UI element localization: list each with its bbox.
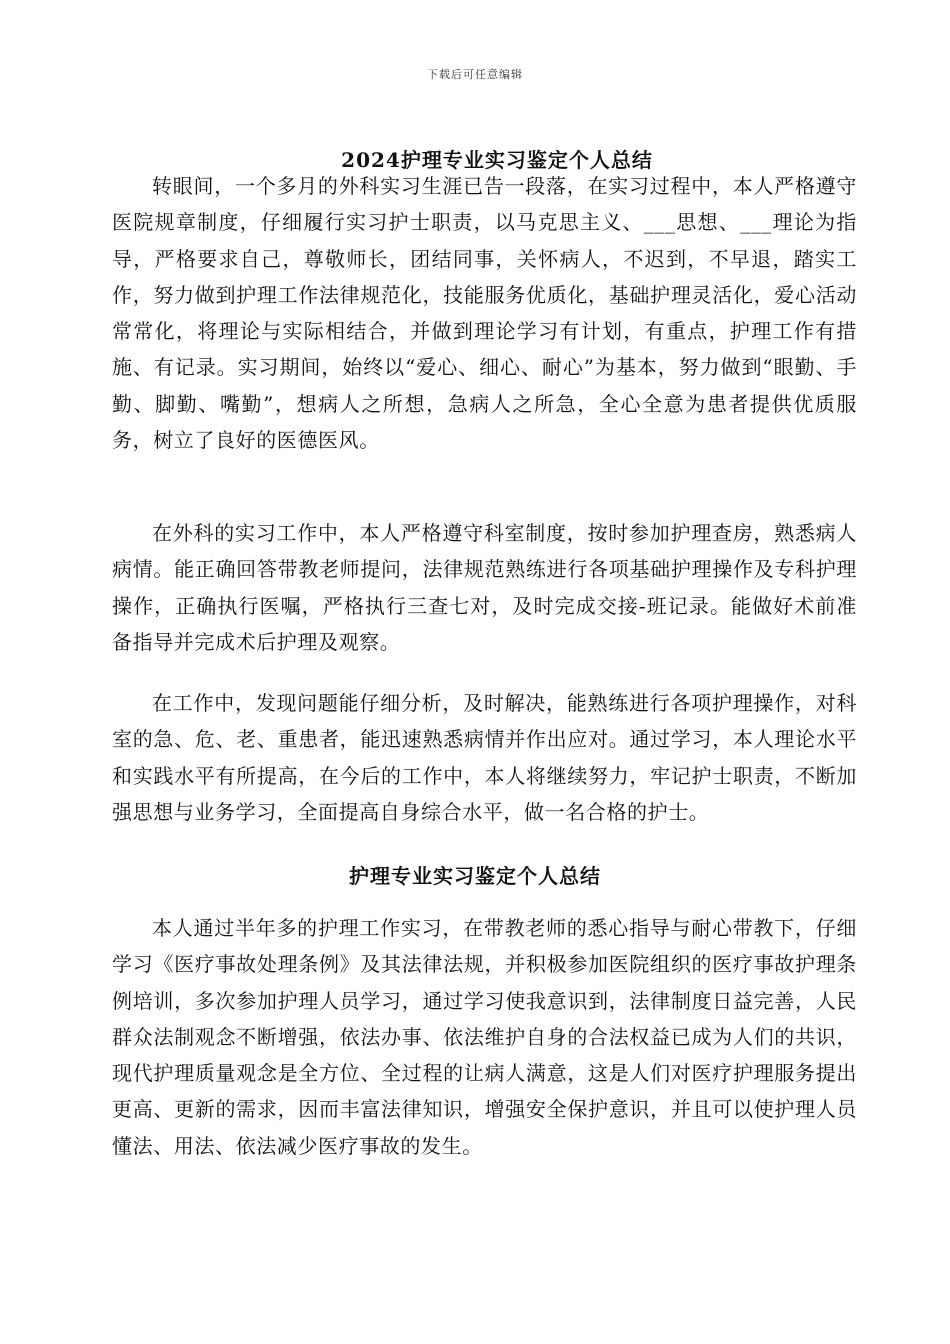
section-1-paragraph-1: 转眼间，一个多月的外科实习生涯已告一段落，在实习过程中，本人严格遵守医院规章制度，仔细履行实习护士职责，以马克思主义、___思想、___理论为指导，严格要求自己，尊敬师长，团结同事，关怀病人，不迟到，不早退，踏实工作，努力做到护理工作法律规范化，技能服务优质化，基础护理灵活化，爱心活动常常化，将理论与实际相结合，并做到理论学习有计划，有重点，护理工作有措施、有记录。实习期间，始终以“爱心、细心、耐心”为基本，努力做到“眼勤、手勤、脚勤、嘴勤”，想病人之所想，急病人之所急，全心全意为患者提供优质服务，树立了良好的医德医风。 xyxy=(112,174,857,453)
section-2-paragraph-1: 本人通过半年多的护理工作实习，在带教老师的悉心指导与耐心带教下，仔细学习《医疗事故处理条例》及其法律法规，并积极参加医院组织的医疗事故护理条例培训，多次参加护理人员学习，通过学习使我意识到，法律制度日益完善，人民群众法制观念不断增强，依法办事、依法维护自身的合法权益已成为人们的共识，现代护理质量观念是全方位、全过程的让病人满意，这是人们对医疗护理服务提出更高、更新的需求，因而丰富法律知识，增强安全保护意识，并且可以使护理人员懂法、用法、依法减少医疗事故的发生。 xyxy=(112,916,857,1158)
section-1-paragraph-3: 在工作中，发现问题能仔细分析，及时解决，能熟练进行各项护理操作，对科室的急、危、老、重患者，能迅速熟悉病情并作出应对。通过学习，本人理论水平和实践水平有所提高，在今后的工作中，本人将继续努力，牢记护士职责，不断加强思想与业务学习，全面提高自身综合水平，做一名合格的护士。 xyxy=(112,691,857,824)
header-note: 下载后可任意编辑 xyxy=(427,68,523,81)
section-1-paragraph-2: 在外科的实习工作中，本人严格遵守科室制度，按时参加护理查房，熟悉病人病情。能正确回答带教老师提问，法律规范熟练进行各项基础护理操作及专科护理操作，正确执行医嘱，严格执行三查七对，及时完成交接-班记录。能做好术前准备指导并完成术后护理及观察。 xyxy=(112,521,857,654)
section-2-title: 护理专业实习鉴定个人总结 xyxy=(349,864,601,888)
section-1-title: 2024护理专业实习鉴定个人总结 xyxy=(341,148,653,172)
